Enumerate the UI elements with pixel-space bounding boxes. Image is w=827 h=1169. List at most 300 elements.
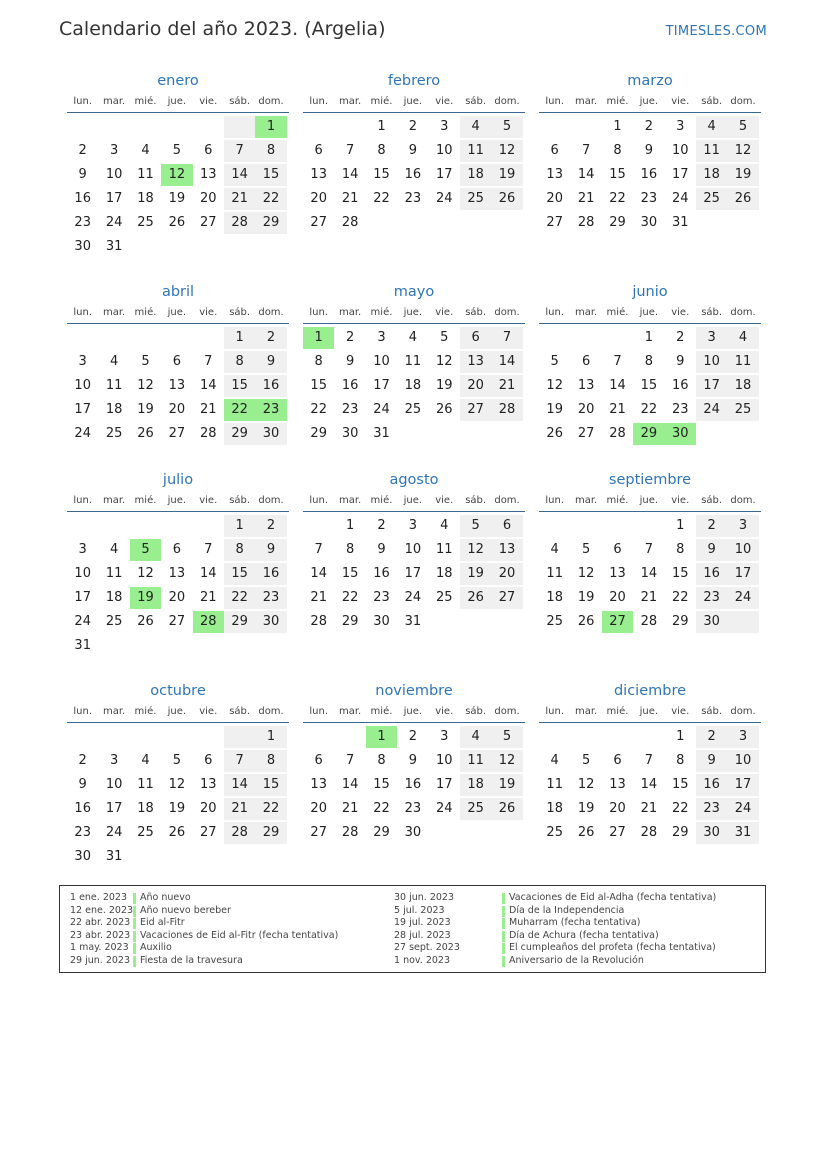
day-cell[interactable]: 4 <box>141 143 150 158</box>
day-cell[interactable]: 16 <box>696 563 727 585</box>
day-cell[interactable]: 6 <box>581 354 591 369</box>
day-cell[interactable]: 23 <box>373 590 390 605</box>
day-cell[interactable]: 26 <box>546 426 563 441</box>
day-cell[interactable]: 28 <box>310 614 327 629</box>
day-cell[interactable]: 12 <box>577 777 595 792</box>
day-cell[interactable]: 22 <box>224 587 255 609</box>
day-cell[interactable]: 3 <box>408 518 417 533</box>
day-cell[interactable]: 31 <box>404 614 422 629</box>
day-cell[interactable]: 16 <box>671 378 689 393</box>
day-cell[interactable]: 14 <box>491 351 522 373</box>
day-cell[interactable]: 10 <box>727 750 758 772</box>
day-cell[interactable]: 22 <box>373 801 390 816</box>
day-cell[interactable]: 12 <box>491 140 522 162</box>
day-cell[interactable]: 24 <box>74 426 91 441</box>
day-cell[interactable]: 20 <box>199 191 217 206</box>
day-cell[interactable]: 1 <box>345 518 355 533</box>
day-cell[interactable]: 3 <box>727 726 758 748</box>
day-cell[interactable]: 18 <box>460 164 491 186</box>
day-cell[interactable]: 6 <box>613 542 622 557</box>
day-cell[interactable]: 27 <box>310 825 327 840</box>
day-cell[interactable]: 15 <box>609 167 626 182</box>
day-cell[interactable]: 2 <box>78 753 87 768</box>
day-cell[interactable]: 7 <box>204 542 213 557</box>
day-cell[interactable]: 31 <box>105 239 123 254</box>
day-cell[interactable]: 18 <box>727 375 758 397</box>
day-cell[interactable]: 9 <box>377 542 386 557</box>
day-cell[interactable]: 17 <box>727 563 758 585</box>
day-cell[interactable]: 25 <box>460 798 491 820</box>
day-cell[interactable]: 6 <box>314 143 323 158</box>
day-cell[interactable]: 15 <box>373 167 390 182</box>
holiday-day-cell[interactable]: 23 <box>255 399 286 421</box>
day-cell[interactable]: 18 <box>546 590 563 605</box>
day-cell[interactable]: 22 <box>609 191 626 206</box>
day-cell[interactable]: 7 <box>224 750 255 772</box>
day-cell[interactable]: 20 <box>168 402 186 417</box>
day-cell[interactable]: 12 <box>460 539 491 561</box>
day-cell[interactable]: 26 <box>137 614 154 629</box>
day-cell[interactable]: 4 <box>550 542 559 557</box>
day-cell[interactable]: 13 <box>609 777 626 792</box>
day-cell[interactable]: 20 <box>168 590 186 605</box>
day-cell[interactable]: 30 <box>373 614 390 629</box>
day-cell[interactable]: 21 <box>224 188 255 210</box>
holiday-day-cell[interactable]: 29 <box>633 423 664 445</box>
day-cell[interactable]: 23 <box>696 587 727 609</box>
day-cell[interactable]: 15 <box>255 774 286 796</box>
day-cell[interactable]: 20 <box>310 191 327 206</box>
day-cell[interactable]: 16 <box>341 378 359 393</box>
day-cell[interactable]: 12 <box>137 378 154 393</box>
day-cell[interactable]: 25 <box>137 825 154 840</box>
holiday-day-cell[interactable]: 5 <box>130 539 161 561</box>
day-cell[interactable]: 21 <box>491 375 522 397</box>
day-cell[interactable]: 2 <box>676 330 685 345</box>
day-cell[interactable]: 26 <box>137 426 154 441</box>
day-cell[interactable]: 7 <box>224 140 255 162</box>
day-cell[interactable]: 7 <box>314 542 323 557</box>
day-cell[interactable]: 25 <box>460 188 491 210</box>
day-cell[interactable]: 15 <box>310 378 327 393</box>
day-cell[interactable]: 18 <box>137 191 154 206</box>
day-cell[interactable]: 8 <box>676 753 685 768</box>
day-cell[interactable]: 16 <box>696 774 727 796</box>
day-cell[interactable]: 23 <box>640 191 658 206</box>
day-cell[interactable]: 17 <box>373 378 390 393</box>
day-cell[interactable]: 11 <box>460 140 491 162</box>
day-cell[interactable]: 3 <box>78 542 87 557</box>
day-cell[interactable]: 17 <box>105 191 123 206</box>
day-cell[interactable]: 25 <box>404 402 422 417</box>
day-cell[interactable]: 25 <box>696 188 727 210</box>
holiday-day-cell[interactable]: 27 <box>602 611 633 633</box>
day-cell[interactable]: 10 <box>696 351 727 373</box>
day-cell[interactable]: 1 <box>224 515 255 537</box>
day-cell[interactable]: 18 <box>696 164 727 186</box>
day-cell[interactable]: 15 <box>373 777 390 792</box>
day-cell[interactable]: 8 <box>224 539 255 561</box>
day-cell[interactable]: 1 <box>377 119 386 134</box>
day-cell[interactable]: 27 <box>168 426 186 441</box>
day-cell[interactable]: 29 <box>341 614 359 629</box>
day-cell[interactable]: 26 <box>491 188 522 210</box>
day-cell[interactable]: 26 <box>460 587 491 609</box>
day-cell[interactable]: 14 <box>341 777 359 792</box>
day-cell[interactable]: 7 <box>613 354 622 369</box>
day-cell[interactable]: 7 <box>491 327 522 349</box>
day-cell[interactable]: 30 <box>255 423 286 445</box>
day-cell[interactable]: 21 <box>310 590 327 605</box>
day-cell[interactable]: 20 <box>491 563 522 585</box>
day-cell[interactable]: 24 <box>727 798 758 820</box>
day-cell[interactable]: 8 <box>255 140 286 162</box>
day-cell[interactable]: 14 <box>224 774 255 796</box>
day-cell[interactable]: 4 <box>696 116 727 138</box>
day-cell[interactable]: 15 <box>341 566 359 581</box>
day-cell[interactable]: 6 <box>491 515 522 537</box>
day-cell[interactable]: 27 <box>460 399 491 421</box>
day-cell[interactable]: 9 <box>255 539 286 561</box>
day-cell[interactable]: 26 <box>727 188 758 210</box>
day-cell[interactable]: 13 <box>546 167 563 182</box>
day-cell[interactable]: 3 <box>727 515 758 537</box>
day-cell[interactable]: 11 <box>696 140 727 162</box>
day-cell[interactable]: 10 <box>105 777 123 792</box>
day-cell[interactable]: 5 <box>491 726 522 748</box>
day-cell[interactable]: 29 <box>224 611 255 633</box>
day-cell[interactable]: 15 <box>671 566 689 581</box>
day-cell[interactable]: 10 <box>671 143 689 158</box>
day-cell[interactable]: 22 <box>671 590 689 605</box>
day-cell[interactable]: 20 <box>460 375 491 397</box>
day-cell[interactable]: 4 <box>408 330 417 345</box>
day-cell[interactable]: 15 <box>224 563 255 585</box>
holiday-day-cell[interactable]: 12 <box>161 164 192 186</box>
day-cell[interactable]: 7 <box>644 542 653 557</box>
day-cell[interactable]: 21 <box>640 801 658 816</box>
brand-logo[interactable]: TIMESLES.COM <box>665 24 767 39</box>
day-cell[interactable]: 5 <box>550 354 559 369</box>
day-cell[interactable]: 14 <box>640 777 658 792</box>
day-cell[interactable]: 11 <box>435 542 453 557</box>
day-cell[interactable]: 11 <box>137 777 154 792</box>
day-cell[interactable]: 18 <box>137 801 154 816</box>
day-cell[interactable]: 23 <box>255 587 286 609</box>
day-cell[interactable]: 8 <box>676 542 685 557</box>
day-cell[interactable]: 19 <box>491 164 522 186</box>
day-cell[interactable]: 22 <box>255 798 286 820</box>
day-cell[interactable]: 5 <box>460 515 491 537</box>
day-cell[interactable]: 21 <box>577 191 595 206</box>
day-cell[interactable]: 22 <box>310 402 327 417</box>
day-cell[interactable]: 27 <box>609 825 626 840</box>
day-cell[interactable]: 17 <box>404 566 422 581</box>
day-cell[interactable]: 17 <box>74 590 91 605</box>
day-cell[interactable]: 3 <box>676 119 685 134</box>
day-cell[interactable]: 17 <box>696 375 727 397</box>
day-cell[interactable]: 13 <box>310 167 327 182</box>
day-cell[interactable]: 19 <box>577 801 595 816</box>
day-cell[interactable]: 11 <box>105 378 123 393</box>
day-cell[interactable]: 9 <box>676 354 685 369</box>
day-cell[interactable]: 2 <box>644 119 653 134</box>
day-cell[interactable]: 17 <box>105 801 123 816</box>
day-cell[interactable]: 21 <box>640 590 658 605</box>
day-cell[interactable]: 24 <box>435 801 453 816</box>
day-cell[interactable]: 17 <box>74 402 91 417</box>
day-cell[interactable]: 5 <box>141 354 150 369</box>
day-cell[interactable]: 2 <box>377 518 386 533</box>
day-cell[interactable]: 2 <box>696 726 727 748</box>
day-cell[interactable]: 24 <box>105 825 123 840</box>
day-cell[interactable]: 9 <box>345 354 355 369</box>
day-cell[interactable]: 28 <box>491 399 522 421</box>
day-cell[interactable]: 6 <box>204 753 213 768</box>
day-cell[interactable]: 26 <box>435 402 453 417</box>
day-cell[interactable]: 9 <box>696 539 727 561</box>
day-cell[interactable]: 11 <box>137 167 154 182</box>
day-cell[interactable]: 19 <box>435 378 453 393</box>
day-cell[interactable]: 28 <box>199 426 217 441</box>
day-cell[interactable]: 26 <box>577 825 595 840</box>
day-cell[interactable]: 11 <box>404 354 422 369</box>
day-cell[interactable]: 30 <box>341 426 359 441</box>
day-cell[interactable]: 30 <box>640 215 658 230</box>
day-cell[interactable]: 2 <box>408 729 417 744</box>
day-cell[interactable]: 26 <box>491 798 522 820</box>
day-cell[interactable]: 10 <box>435 143 453 158</box>
day-cell[interactable]: 28 <box>224 212 255 234</box>
day-cell[interactable]: 21 <box>224 798 255 820</box>
day-cell[interactable]: 11 <box>546 777 563 792</box>
day-cell[interactable]: 17 <box>727 774 758 796</box>
holiday-day-cell[interactable]: 1 <box>255 116 286 138</box>
day-cell[interactable]: 8 <box>224 351 255 373</box>
day-cell[interactable]: 23 <box>404 191 422 206</box>
day-cell[interactable]: 19 <box>168 801 186 816</box>
day-cell[interactable]: 29 <box>224 423 255 445</box>
day-cell[interactable]: 20 <box>577 402 595 417</box>
day-cell[interactable]: 16 <box>74 801 91 816</box>
day-cell[interactable]: 29 <box>255 822 286 844</box>
day-cell[interactable]: 29 <box>373 825 390 840</box>
day-cell[interactable]: 24 <box>105 215 123 230</box>
day-cell[interactable]: 30 <box>255 611 286 633</box>
day-cell[interactable]: 13 <box>199 777 217 792</box>
day-cell[interactable]: 13 <box>491 539 522 561</box>
day-cell[interactable]: 16 <box>640 167 658 182</box>
day-cell[interactable]: 20 <box>609 801 626 816</box>
day-cell[interactable]: 10 <box>74 378 91 393</box>
day-cell[interactable]: 24 <box>671 191 689 206</box>
day-cell[interactable]: 11 <box>546 566 563 581</box>
day-cell[interactable]: 18 <box>105 590 123 605</box>
day-cell[interactable]: 23 <box>74 215 91 230</box>
day-cell[interactable]: 14 <box>199 378 217 393</box>
holiday-day-cell[interactable]: 30 <box>665 423 696 445</box>
day-cell[interactable]: 4 <box>109 542 119 557</box>
day-cell[interactable]: 27 <box>199 215 217 230</box>
day-cell[interactable]: 4 <box>727 327 758 349</box>
day-cell[interactable]: 15 <box>224 375 255 397</box>
day-cell[interactable]: 11 <box>460 750 491 772</box>
day-cell[interactable]: 18 <box>105 402 123 417</box>
day-cell[interactable]: 23 <box>341 402 359 417</box>
day-cell[interactable]: 25 <box>546 614 563 629</box>
day-cell[interactable]: 15 <box>255 164 286 186</box>
day-cell[interactable]: 28 <box>341 825 359 840</box>
day-cell[interactable]: 7 <box>581 143 591 158</box>
day-cell[interactable]: 3 <box>377 330 386 345</box>
day-cell[interactable]: 28 <box>224 822 255 844</box>
holiday-day-cell[interactable]: 22 <box>224 399 255 421</box>
day-cell[interactable]: 17 <box>435 167 453 182</box>
day-cell[interactable]: 20 <box>546 191 563 206</box>
day-cell[interactable]: 14 <box>224 164 255 186</box>
day-cell[interactable]: 13 <box>460 351 491 373</box>
day-cell[interactable]: 31 <box>105 849 123 864</box>
day-cell[interactable]: 25 <box>435 590 453 605</box>
day-cell[interactable]: 29 <box>310 426 327 441</box>
day-cell[interactable]: 3 <box>696 327 727 349</box>
day-cell[interactable]: 31 <box>74 638 91 653</box>
day-cell[interactable]: 8 <box>613 143 622 158</box>
day-cell[interactable]: 23 <box>696 798 727 820</box>
day-cell[interactable]: 27 <box>491 587 522 609</box>
day-cell[interactable]: 3 <box>78 354 87 369</box>
day-cell[interactable]: 9 <box>696 750 727 772</box>
day-cell[interactable]: 20 <box>609 590 626 605</box>
day-cell[interactable]: 2 <box>255 327 286 349</box>
day-cell[interactable]: 27 <box>577 426 595 441</box>
day-cell[interactable]: 9 <box>644 143 653 158</box>
day-cell[interactable]: 28 <box>341 215 359 230</box>
holiday-day-cell[interactable]: 19 <box>130 587 161 609</box>
day-cell[interactable]: 6 <box>172 354 181 369</box>
day-cell[interactable]: 1 <box>255 726 286 748</box>
day-cell[interactable]: 19 <box>546 402 563 417</box>
day-cell[interactable]: 20 <box>199 801 217 816</box>
day-cell[interactable]: 31 <box>373 426 390 441</box>
day-cell[interactable]: 10 <box>435 753 453 768</box>
day-cell[interactable]: 10 <box>404 542 422 557</box>
holiday-day-cell[interactable]: 1 <box>303 327 334 349</box>
day-cell[interactable]: 24 <box>373 402 390 417</box>
day-cell[interactable]: 7 <box>204 354 213 369</box>
day-cell[interactable]: 21 <box>341 191 359 206</box>
day-cell[interactable]: 6 <box>314 753 323 768</box>
day-cell[interactable]: 6 <box>460 327 491 349</box>
day-cell[interactable]: 9 <box>255 351 286 373</box>
day-cell[interactable]: 7 <box>644 753 653 768</box>
day-cell[interactable]: 12 <box>137 566 154 581</box>
day-cell[interactable]: 2 <box>408 119 417 134</box>
day-cell[interactable]: 22 <box>640 402 658 417</box>
day-cell[interactable]: 28 <box>640 825 658 840</box>
day-cell[interactable]: 14 <box>310 566 327 581</box>
day-cell[interactable]: 5 <box>172 753 181 768</box>
day-cell[interactable]: 26 <box>168 825 186 840</box>
day-cell[interactable]: 7 <box>345 143 355 158</box>
day-cell[interactable]: 22 <box>255 188 286 210</box>
day-cell[interactable]: 5 <box>491 116 522 138</box>
day-cell[interactable]: 1 <box>224 327 255 349</box>
day-cell[interactable]: 29 <box>255 212 286 234</box>
day-cell[interactable]: 13 <box>168 566 186 581</box>
day-cell[interactable]: 19 <box>727 164 758 186</box>
day-cell[interactable]: 24 <box>727 587 758 609</box>
day-cell[interactable]: 16 <box>255 563 286 585</box>
day-cell[interactable]: 4 <box>460 116 491 138</box>
day-cell[interactable]: 23 <box>404 801 422 816</box>
day-cell[interactable]: 15 <box>640 378 658 393</box>
day-cell[interactable]: 4 <box>550 753 559 768</box>
day-cell[interactable]: 16 <box>373 566 390 581</box>
day-cell[interactable]: 16 <box>255 375 286 397</box>
day-cell[interactable]: 29 <box>671 614 689 629</box>
day-cell[interactable]: 1 <box>613 119 622 134</box>
day-cell[interactable]: 25 <box>105 426 123 441</box>
day-cell[interactable]: 18 <box>435 566 453 581</box>
day-cell[interactable]: 16 <box>74 191 91 206</box>
day-cell[interactable]: 19 <box>460 563 491 585</box>
day-cell[interactable]: 14 <box>341 167 359 182</box>
day-cell[interactable]: 8 <box>345 542 355 557</box>
day-cell[interactable]: 9 <box>78 167 87 182</box>
day-cell[interactable]: 12 <box>546 378 563 393</box>
day-cell[interactable]: 19 <box>168 191 186 206</box>
day-cell[interactable]: 24 <box>696 399 727 421</box>
day-cell[interactable]: 17 <box>435 777 453 792</box>
day-cell[interactable]: 9 <box>408 143 417 158</box>
day-cell[interactable]: 4 <box>460 726 491 748</box>
holiday-day-cell[interactable]: 28 <box>193 611 224 633</box>
day-cell[interactable]: 8 <box>377 753 386 768</box>
day-cell[interactable]: 25 <box>727 399 758 421</box>
day-cell[interactable]: 29 <box>609 215 626 230</box>
day-cell[interactable]: 2 <box>696 515 727 537</box>
day-cell[interactable]: 28 <box>609 426 626 441</box>
day-cell[interactable]: 13 <box>609 566 626 581</box>
day-cell[interactable]: 21 <box>199 590 217 605</box>
day-cell[interactable]: 13 <box>310 777 327 792</box>
day-cell[interactable]: 6 <box>613 753 622 768</box>
day-cell[interactable]: 24 <box>435 191 453 206</box>
day-cell[interactable]: 14 <box>640 566 658 581</box>
day-cell[interactable]: 13 <box>199 167 217 182</box>
day-cell[interactable]: 21 <box>341 801 359 816</box>
day-cell[interactable]: 14 <box>199 566 217 581</box>
day-cell[interactable]: 10 <box>74 566 91 581</box>
day-cell[interactable]: 6 <box>550 143 559 158</box>
day-cell[interactable]: 13 <box>577 378 595 393</box>
day-cell[interactable]: 18 <box>546 801 563 816</box>
day-cell[interactable]: 30 <box>696 611 727 633</box>
day-cell[interactable]: 12 <box>491 750 522 772</box>
day-cell[interactable]: 11 <box>727 351 758 373</box>
day-cell[interactable]: 19 <box>577 590 595 605</box>
day-cell[interactable]: 16 <box>404 167 422 182</box>
day-cell[interactable]: 3 <box>109 753 119 768</box>
day-cell[interactable]: 10 <box>727 539 758 561</box>
day-cell[interactable]: 12 <box>168 777 186 792</box>
day-cell[interactable]: 24 <box>74 614 91 629</box>
day-cell[interactable]: 14 <box>609 378 626 393</box>
day-cell[interactable]: 3 <box>440 119 449 134</box>
day-cell[interactable]: 21 <box>609 402 626 417</box>
day-cell[interactable]: 22 <box>671 801 689 816</box>
